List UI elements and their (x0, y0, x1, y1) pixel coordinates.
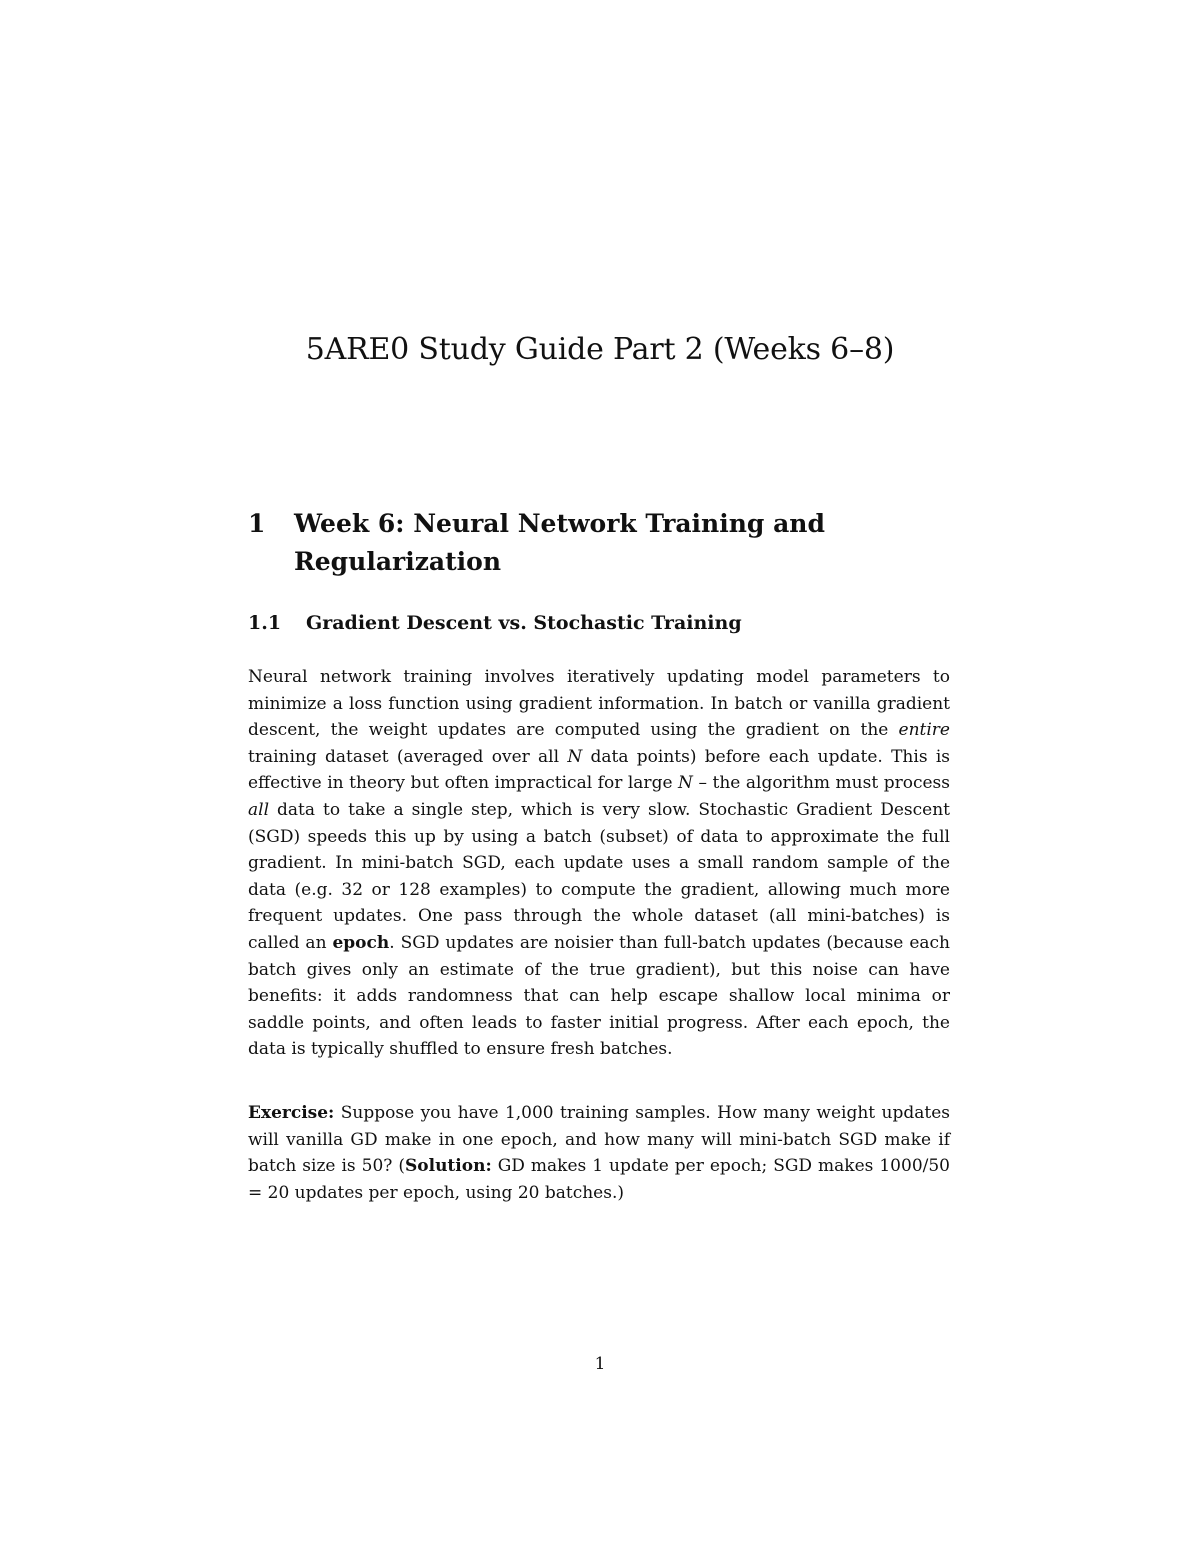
exercise-solution: GD makes 1 update per epoch; SGD makes 1000/50 = 20 updates per epoch, using 20 batches.) (248, 1156, 950, 1203)
text-run: – the algorithm must process (692, 773, 950, 794)
text-run: Neural network training involves iteratively updating model parameters to minimize a loss function using gradient information. In batch or vanilla gradient descent, the weight updates are computed using the gradient on the (248, 667, 950, 741)
emphasis-text: all (248, 799, 270, 820)
text-run: training dataset (averaged over all (248, 746, 568, 767)
page-number: 1 (594, 1354, 606, 1374)
document-title: 5ARE0 Study Guide Part 2 (Weeks 6–8) (305, 332, 895, 367)
math-variable: N (567, 746, 583, 767)
section-title: Week 6: Neural Network Training and Regularization (294, 509, 825, 576)
exercise-label: Exercise: (248, 1103, 335, 1123)
subsection-heading (248, 608, 968, 638)
text-run: data to take a single step, which is very slow. Stochastic Gradient Descent (SGD) speeds this up by using a batch (subset) of data to approximate the full gradient. In mini-batch SGD, each update uses a small random sample of the data (e.g. 32 or 128 examples) to compute the gradient, allowing much more frequent updates. One pass through the whole dataset (all mini-batches) is called an (248, 799, 950, 953)
body-paragraph (248, 664, 950, 1063)
exercise-question: Suppose you have 1,000 training samples. How many weight updates will vanilla GD make in one epoch, and how many will mini-batch SGD make if batch size is 50? ( (248, 1103, 950, 1177)
text-run: . SGD updates are noisier than full-batch updates (because each batch gives only an estimate of the true gradient), but this noise can have benefits: it adds randomness that can help escape shallow local minima or saddle points, and often leads to faster initial progress. After each epoch, the data is typically shuffled to ensure fresh batches. (248, 932, 950, 1060)
strong-text: epoch (332, 932, 390, 953)
subsection-title: Gradient Descent vs. Stochastic Training (306, 612, 742, 634)
section-number: 1 (248, 509, 266, 538)
text-run: data points) before each update. This is effective in theory but often impractical for large (248, 746, 950, 794)
exercise-paragraph (248, 1100, 950, 1206)
math-variable: N (678, 773, 693, 794)
subsection-number: 1.1 (248, 612, 282, 634)
solution-label: Solution: (405, 1156, 492, 1177)
section-heading (248, 505, 968, 581)
emphasis-text: entire (898, 720, 950, 741)
